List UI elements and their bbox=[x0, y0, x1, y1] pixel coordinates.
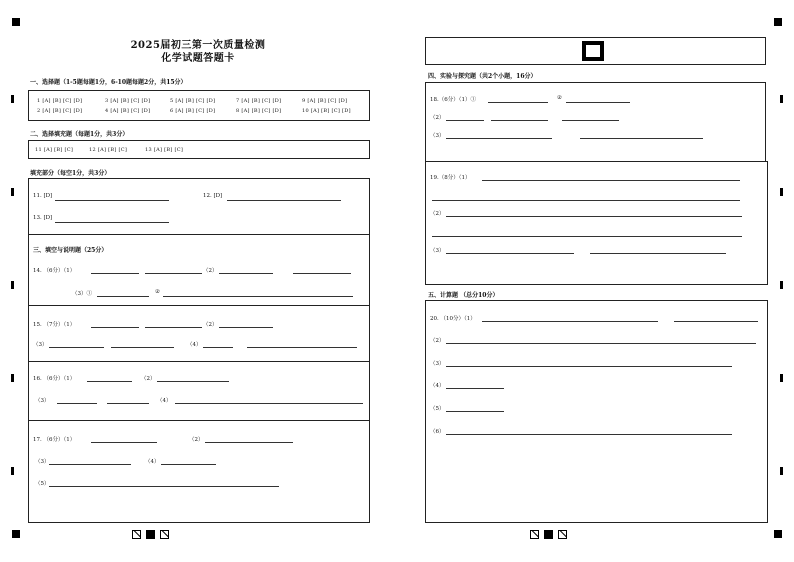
q18-3a-line[interactable] bbox=[446, 138, 552, 139]
q18-3-label: （3） bbox=[430, 133, 445, 139]
answer-box-q20 bbox=[425, 300, 768, 523]
q15-2-label: （2） bbox=[203, 322, 218, 328]
q17-5-line[interactable] bbox=[49, 486, 279, 487]
side-mark bbox=[780, 467, 783, 475]
q18-1b-line[interactable] bbox=[566, 102, 630, 103]
mc-option[interactable]: 6 [A] [B] [C] [D] bbox=[170, 108, 216, 114]
q15-3-label: （3） bbox=[33, 342, 48, 348]
corner-mark-bottom-left bbox=[12, 530, 20, 538]
page-marker-crossed bbox=[530, 530, 539, 539]
q16-2-label: （2） bbox=[141, 376, 156, 382]
q13-answer-line[interactable] bbox=[55, 222, 169, 223]
q17-label: 17. （6分）（1） bbox=[33, 437, 76, 443]
corner-mark-bottom-right bbox=[774, 530, 782, 538]
barcode-marker bbox=[582, 41, 604, 61]
q20-4-label: （4） bbox=[430, 383, 445, 389]
q13-label: 13. [D] bbox=[33, 215, 53, 221]
q15-4-label: （4） bbox=[187, 342, 202, 348]
q17-2-line[interactable] bbox=[205, 442, 293, 443]
fill-part-heading: 填充部分（每空1分，共3分） bbox=[30, 170, 111, 177]
q11-label: 11. [D] bbox=[33, 193, 53, 199]
q20-2-label: （2） bbox=[430, 338, 445, 344]
q18-2c-line[interactable] bbox=[562, 120, 619, 121]
q16-2-line[interactable] bbox=[157, 381, 229, 382]
q19-3a-line[interactable] bbox=[446, 253, 574, 254]
q19-label: 19.（8分）（1） bbox=[430, 175, 471, 181]
mc-option[interactable]: 1 [A] [B] [C] [D] bbox=[37, 98, 83, 104]
q19-2-line[interactable] bbox=[446, 216, 742, 217]
q15-1a-line[interactable] bbox=[91, 327, 139, 328]
q15-3a-line[interactable] bbox=[49, 347, 104, 348]
answer-box-q19 bbox=[425, 161, 768, 285]
side-mark bbox=[11, 95, 14, 103]
q14-1b-line[interactable] bbox=[145, 273, 202, 274]
q19-3b-line[interactable] bbox=[590, 253, 726, 254]
q11-answer-line[interactable] bbox=[55, 200, 169, 201]
fill-choice-option[interactable]: 13 [A] [B] [C] bbox=[145, 147, 184, 153]
mc-option[interactable]: 5 [A] [B] [C] [D] bbox=[170, 98, 216, 104]
q20-5-line[interactable] bbox=[446, 411, 504, 412]
side-mark bbox=[11, 188, 14, 196]
q19-1-line[interactable] bbox=[482, 180, 740, 181]
mc-option[interactable]: 9 [A] [B] [C] [D] bbox=[302, 98, 348, 104]
q15-2-line[interactable] bbox=[219, 327, 273, 328]
q18-1b-label: ② bbox=[557, 95, 562, 101]
divider bbox=[29, 420, 369, 421]
barcode-area bbox=[425, 37, 766, 65]
side-mark bbox=[11, 467, 14, 475]
page-marker-filled bbox=[544, 530, 553, 539]
fill-choice-option[interactable]: 12 [A] [B] [C] bbox=[89, 147, 128, 153]
q16-4-label: （4） bbox=[157, 398, 172, 404]
q16-4-line[interactable] bbox=[175, 403, 363, 404]
q18-2a-line[interactable] bbox=[446, 120, 484, 121]
q20-6-label: （6） bbox=[430, 429, 445, 435]
q15-1b-line[interactable] bbox=[145, 327, 202, 328]
mc-option[interactable]: 3 [A] [B] [C] [D] bbox=[105, 98, 151, 104]
page-marker-crossed bbox=[132, 530, 141, 539]
side-mark bbox=[11, 281, 14, 289]
answer-box-left bbox=[28, 178, 370, 523]
answer-box-q18 bbox=[425, 82, 766, 162]
q17-4-line[interactable] bbox=[161, 464, 216, 465]
q14-1a-line[interactable] bbox=[91, 273, 139, 274]
side-mark bbox=[780, 374, 783, 382]
q19-2-label: （2） bbox=[430, 211, 445, 217]
side-mark bbox=[780, 281, 783, 289]
q19-3-label: （3） bbox=[430, 248, 445, 254]
q18-label: 18.（6分）（1）① bbox=[430, 97, 476, 103]
q20-4-line[interactable] bbox=[446, 388, 504, 389]
q20-3-line[interactable] bbox=[446, 366, 732, 367]
q20-label: 20. （10分）（1） bbox=[430, 316, 476, 322]
q17-3-label: （3） bbox=[35, 459, 50, 465]
mc-option[interactable]: 8 [A] [B] [C] [D] bbox=[236, 108, 282, 114]
mc-option[interactable]: 7 [A] [B] [C] [D] bbox=[236, 98, 282, 104]
divider bbox=[29, 361, 369, 362]
multiple-choice-box bbox=[28, 90, 370, 121]
q17-4-label: （4） bbox=[145, 459, 160, 465]
q18-2b-line[interactable] bbox=[491, 120, 548, 121]
q18-3b-line[interactable] bbox=[580, 138, 703, 139]
q14-2-label: （2） bbox=[203, 268, 218, 274]
section-5-heading: 五、计算题 （总分10分） bbox=[428, 292, 499, 299]
q16-1-line[interactable] bbox=[87, 381, 132, 382]
q14-label: 14. （6分）（1） bbox=[33, 268, 76, 274]
q19-2b-line[interactable] bbox=[432, 236, 742, 237]
q16-label: 16. （6分）（1） bbox=[33, 376, 76, 382]
corner-mark-top-right bbox=[774, 18, 782, 26]
q14-2a-line[interactable] bbox=[219, 273, 273, 274]
q12-label: 12. [D] bbox=[203, 193, 223, 199]
q16-3b-line[interactable] bbox=[107, 403, 149, 404]
page-marker-filled bbox=[146, 530, 155, 539]
q14-2b-line[interactable] bbox=[293, 273, 351, 274]
q18-2-label: （2） bbox=[430, 115, 445, 121]
q15-4a-line[interactable] bbox=[203, 347, 233, 348]
card-title: 2025届初三第一次质量检测 bbox=[130, 40, 266, 51]
q12-answer-line[interactable] bbox=[227, 200, 341, 201]
q16-3-label: （3） bbox=[35, 398, 50, 404]
mc-option[interactable]: 2 [A] [B] [C] [D] bbox=[37, 108, 83, 114]
q17-2-label: （2） bbox=[189, 437, 204, 443]
section-4-heading: 四、实验与探究题（共2个小题，16分） bbox=[428, 73, 537, 80]
section-2-heading: 二、选择填充题（每题1分，共3分） bbox=[30, 131, 129, 138]
section-1-heading: 一、选择题（1-5题每题1分，6-10题每题2分，共15分） bbox=[30, 79, 187, 86]
q20-2-line[interactable] bbox=[446, 343, 756, 344]
q20-6-line[interactable] bbox=[446, 434, 732, 435]
section-3-heading: 三、填空与说明题（25分） bbox=[33, 247, 108, 254]
divider bbox=[29, 305, 369, 306]
corner-mark-top-left bbox=[12, 18, 20, 26]
mc-option[interactable]: 10 [A] [B] [C] [D] bbox=[302, 108, 351, 114]
mc-option[interactable]: 4 [A] [B] [C] [D] bbox=[105, 108, 151, 114]
q15-label: 15. （7分）（1） bbox=[33, 322, 76, 328]
page-marker-crossed bbox=[558, 530, 567, 539]
q14-3b-label: ② bbox=[155, 289, 160, 295]
q14-3-label: （3）① bbox=[72, 291, 92, 297]
q17-5-label: （5） bbox=[35, 481, 50, 487]
side-mark bbox=[780, 95, 783, 103]
page-marker-crossed bbox=[160, 530, 169, 539]
q14-3a-line[interactable] bbox=[97, 296, 149, 297]
q19-1b-line[interactable] bbox=[432, 200, 740, 201]
q20-3-label: （3） bbox=[430, 361, 445, 367]
q15-4b-line[interactable] bbox=[247, 347, 357, 348]
q20-1a-line[interactable] bbox=[482, 321, 658, 322]
side-mark bbox=[11, 374, 14, 382]
q20-5-label: （5） bbox=[430, 406, 445, 412]
side-mark bbox=[780, 188, 783, 196]
q17-3-line[interactable] bbox=[49, 464, 131, 465]
card-subtitle: 化学试题答题卡 bbox=[161, 53, 235, 64]
q17-1-line[interactable] bbox=[91, 442, 157, 443]
q20-1b-line[interactable] bbox=[674, 321, 758, 322]
q14-3b-line[interactable] bbox=[163, 296, 353, 297]
fill-choice-option[interactable]: 11 [A] [B] [C] bbox=[35, 147, 74, 153]
fill-choice-box bbox=[28, 140, 370, 159]
divider bbox=[29, 234, 369, 235]
q15-3b-line[interactable] bbox=[111, 347, 174, 348]
q16-3a-line[interactable] bbox=[57, 403, 97, 404]
q18-1a-line[interactable] bbox=[488, 102, 548, 103]
